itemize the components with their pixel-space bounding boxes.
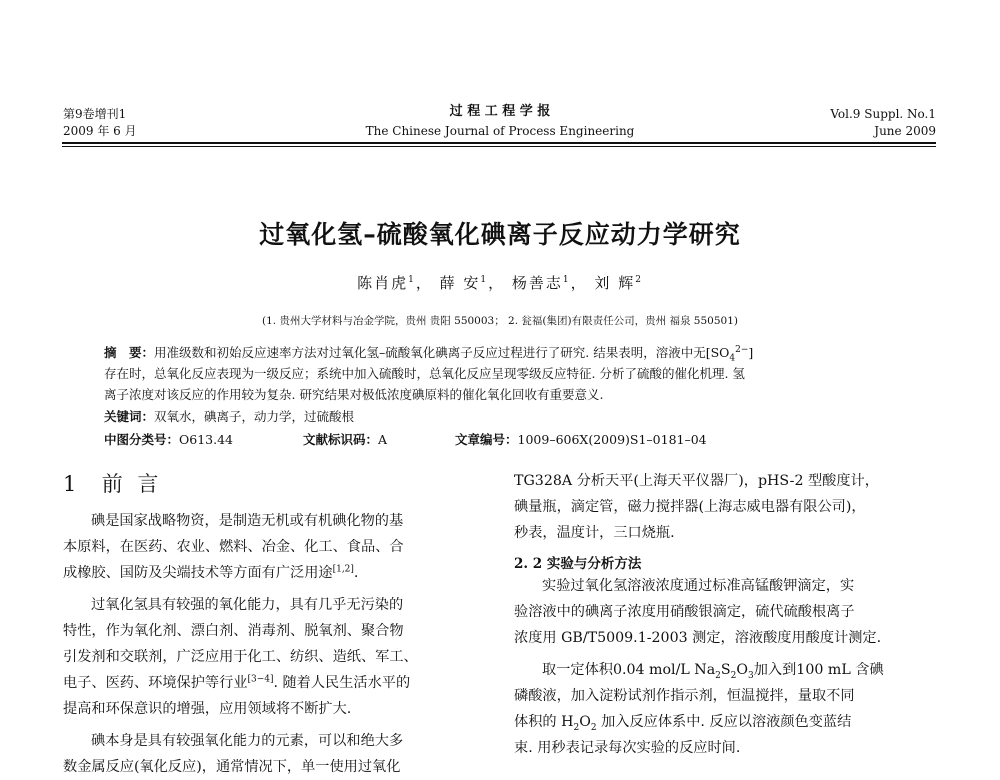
author-affil-mark: 1 bbox=[562, 275, 571, 285]
body-line: 束. 用秒表记录每次实验的反应时间. bbox=[514, 740, 741, 756]
issue-date: 2009 年 6 月 bbox=[63, 124, 137, 138]
section-title: 前 言 bbox=[101, 472, 163, 496]
body-line: 碘量瓶，滴定管，磁力搅拌器(上海志威电器有限公司)， bbox=[514, 499, 866, 515]
affiliations: (1. 贵州大学材料与冶金学院，贵州 贵阳 550003； 2. 瓮福(集团)有限责任公司，贵州 福泉 550501) bbox=[262, 315, 738, 327]
section-number: 1 bbox=[63, 472, 81, 496]
body-line: 浓度用 GB/T5009.1-2003 测定，溶液酸度用酸度计测定. bbox=[514, 630, 882, 646]
issue-date-en: June 2009 bbox=[874, 124, 936, 138]
document-code: 文献标识码：A bbox=[303, 432, 388, 447]
author-affil-mark: 1 bbox=[480, 275, 489, 285]
abstract-label: 摘 要： bbox=[104, 345, 155, 360]
author-list: 陈肖虎$^1$， 薛 安$^1$， 杨善志$^1$， 刘 辉$^2$ bbox=[357, 274, 643, 292]
body-line: 碘是国家战略物资，是制造无机或有机碘化物的基 bbox=[91, 513, 404, 529]
author-name: 陈肖虎 bbox=[357, 274, 409, 292]
body-line: 实验过氧化氢溶液浓度通过标准高锰酸钾滴定，实 bbox=[542, 578, 855, 594]
citation: [3−4] bbox=[247, 674, 274, 685]
keywords-label: 关键词： bbox=[104, 409, 155, 424]
body-line: 引发剂和交联剂，广泛应用于化工、纺织、造纸、军工、 bbox=[63, 649, 418, 665]
right-column-equipment bbox=[514, 468, 940, 546]
body-line: 过氧化氢具有较强的氧化能力，具有几乎无污染的 bbox=[91, 597, 404, 613]
body-line: 特性，作为氧化剂、漂白剂、消毒剂、脱氧剂、聚合物 bbox=[63, 623, 404, 639]
keywords-value: 双氧水，碘离子，动力学，过硫酸根 bbox=[154, 409, 355, 424]
author-name: 杨善志 bbox=[511, 274, 563, 292]
body-line: 数金属反应(氧化反应)，通常情况下，单一使用过氧化 bbox=[63, 759, 401, 775]
body-line: 电子、医药、环境保护等行业[3−4]. 随着人民生活水平的 bbox=[63, 674, 411, 691]
volume-issue-en: Vol.9 Suppl. No.1 bbox=[830, 107, 936, 121]
body-line: 体积的 $H_2O_2$ 加入反应体系中. 反应以溶液颜色变蓝结 bbox=[514, 714, 852, 733]
right-column-methods bbox=[514, 573, 940, 761]
header-rule-thick bbox=[62, 142, 936, 144]
author-name: 刘 辉 bbox=[594, 274, 636, 292]
body-line: 提高和环保意识的增强，应用领域将不断扩大. bbox=[63, 701, 352, 717]
volume-issue: 第9卷增刊1 bbox=[63, 107, 127, 121]
journal-title-en: The Chinese Journal of Process Engineering bbox=[365, 124, 635, 138]
body-line: 本原料，在医药、农业、燃料、冶金、化工、食品、合 bbox=[63, 539, 404, 555]
author-affil-mark: 2 bbox=[635, 275, 643, 285]
citation: [1,2] bbox=[332, 564, 354, 575]
author-name: 薛 安 bbox=[439, 274, 481, 292]
article-number: 文章编号：1009–606X(2009)S1–0181–04 bbox=[455, 432, 707, 447]
body-line: 取一定体积0.04 mol/L $Na_2S_2O_3$加入到100 mL 含碘 bbox=[542, 662, 884, 681]
keywords bbox=[104, 409, 354, 425]
header-rule-thin bbox=[62, 146, 936, 147]
body-line: TG328A 分析天平(上海天平仪器厂)，pHS-2 型酸度计， bbox=[514, 473, 879, 489]
author-affil-mark: 1 bbox=[408, 275, 416, 285]
section-heading bbox=[63, 468, 162, 498]
abstract-line: 离子浓度对该反应的作用较为复杂. 研究结果对极低浓度碘原料的催化氧化回收有重要意义. bbox=[104, 387, 604, 402]
subsection-heading: 2. 2 实验与分析方法 bbox=[514, 556, 642, 572]
abstract-line: 存在时，总氧化反应表现为一级反应；系统中加入硫酸时，总氧化反应呈现零级反应特征. 分析了硫酸的催化机理. 氢 bbox=[104, 366, 745, 381]
body-line: 碘本身是具有较强氧化能力的元素，可以和绝大多 bbox=[91, 733, 404, 749]
body-line: 成橡胶、国防及尖端技术等方面有广泛用途[1,2]. bbox=[63, 564, 359, 581]
body-line: 磷酸液，加入淀粉试剂作指示剂，恒温搅拌，量取不同 bbox=[514, 688, 855, 704]
abstract-line: 摘 要：用准级数和初始反应速率方法对过氧化氢–硫酸氧化碘离子反应过程进行了研究. 结果表明，溶液中无$[SO_4^{2-}]$ bbox=[104, 344, 754, 364]
journal-title-cn: 过 程 工 程 学 报 bbox=[449, 104, 551, 119]
body-line: 验溶液中的碘离子浓度用硝酸银滴定，硫代硫酸根离子 bbox=[514, 604, 855, 620]
body-line: 秒表，温度计，三口烧瓶. bbox=[514, 525, 675, 541]
paper-title: 过氧化氢–硫酸氧化碘离子反应动力学研究 bbox=[259, 220, 741, 249]
clc-number: 中图分类号：O613.44 bbox=[104, 432, 234, 447]
left-column bbox=[63, 508, 483, 780]
